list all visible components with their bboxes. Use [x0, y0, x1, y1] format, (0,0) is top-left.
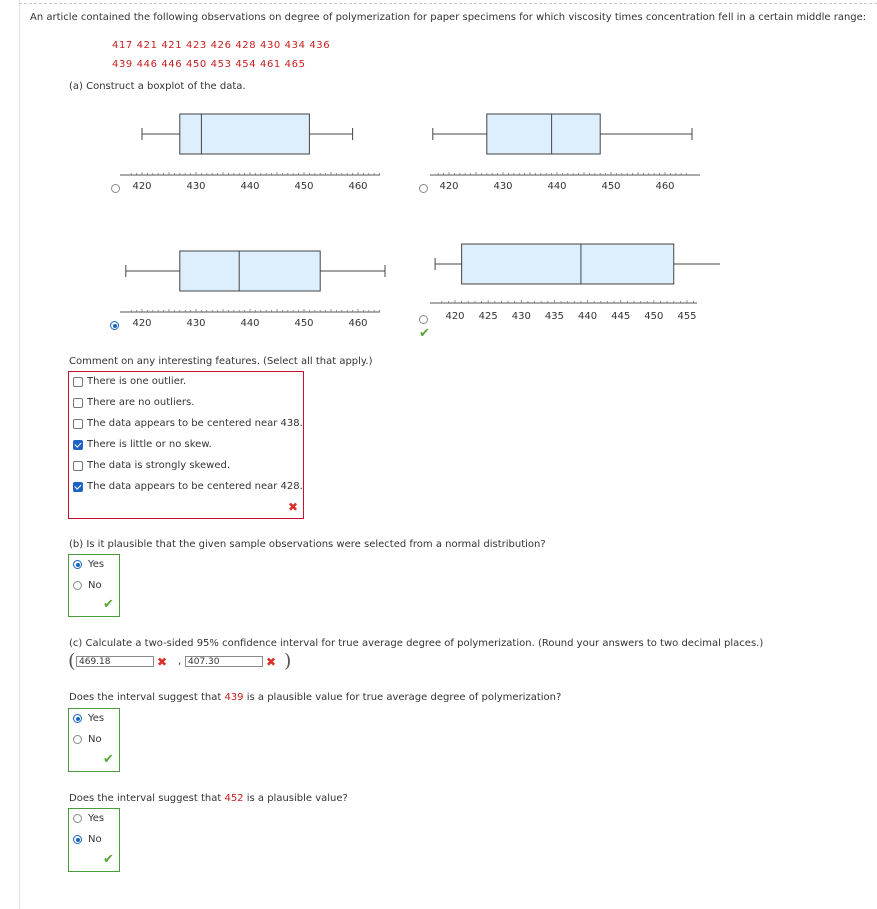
value-439: 439 [224, 692, 244, 703]
boxplot-axis [120, 172, 380, 192]
tick-label: 430 [493, 181, 513, 192]
tick-label: 440 [240, 318, 260, 329]
feature-label: There is little or no skew. [87, 439, 212, 450]
iqr-box [180, 251, 320, 291]
boxplot-option-1 [100, 105, 410, 200]
incorrect-x-icon: ✖ [157, 655, 168, 669]
correct-check-icon: ✔ [419, 326, 430, 341]
q452-no-radio[interactable] [73, 835, 82, 844]
tick-label: 455 [677, 311, 697, 322]
feature-checkbox-centered-428[interactable] [73, 482, 83, 492]
tick-label: 420 [132, 181, 152, 192]
incorrect-x-icon: ✖ [288, 500, 299, 514]
tick-label: 440 [240, 181, 260, 192]
tick-label: 420 [132, 318, 152, 329]
boxplot-shape [433, 114, 692, 154]
boxplot-option-2 [410, 105, 720, 200]
iqr-box [462, 244, 674, 284]
tick-label: 450 [601, 181, 621, 192]
q439-no-label: No [88, 734, 102, 745]
q439-yes-radio[interactable] [73, 714, 82, 723]
boxplot-shape [435, 244, 720, 284]
intro-text: An article contained the following observations on degree of polymerization for paper specimens for which viscosity times concentration fell in a certain middle range: [30, 12, 867, 23]
feature-label: There are no outliers. [87, 397, 195, 408]
iqr-box [487, 114, 600, 154]
correct-check-icon: ✔ [103, 752, 114, 767]
ci-upper-input[interactable]: 407.30 [185, 656, 263, 667]
feature-label: The data is strongly skewed. [87, 460, 231, 471]
feature-label: The data appears to be centered near 438. [87, 418, 303, 429]
feature-checkbox-no-outliers[interactable] [73, 398, 83, 408]
tick-label: 460 [348, 181, 368, 192]
boxplot-shape [126, 251, 385, 291]
tick-label: 420 [445, 311, 465, 322]
top-divider [19, 3, 877, 4]
q439-yes-label: Yes [88, 713, 105, 724]
boxplot-axis [430, 172, 700, 192]
feature-label: There is one outlier. [87, 376, 187, 387]
question-439: Does the interval suggest that 439 is a plausible value for true average degree of polymerization? [69, 692, 562, 703]
feature-checkbox-little-skew[interactable] [73, 440, 83, 450]
correct-check-icon: ✔ [103, 597, 114, 612]
tick-label: 420 [439, 181, 459, 192]
boxplot-axis [430, 300, 697, 322]
tick-label: 435 [544, 311, 564, 322]
part-c-prompt: (c) Calculate a two-sided 95% confidence interval for true average degree of polymerization. (Round your answers to two decimal places.) [69, 638, 764, 649]
comment-prompt: Comment on any interesting features. (Select all that apply.) [69, 356, 373, 367]
feature-checkbox-strongly-skewed[interactable] [73, 461, 83, 471]
ci-separator: , [178, 656, 182, 667]
q439-no-radio[interactable] [73, 735, 82, 744]
q452-yes-radio[interactable] [73, 814, 82, 823]
incorrect-x-icon: ✖ [266, 655, 277, 669]
part-b-yes-label: Yes [88, 559, 105, 570]
tick-label: 430 [186, 181, 206, 192]
feature-label: The data appears to be centered near 428. [87, 481, 303, 492]
part-a-prompt: (a) Construct a boxplot of the data. [69, 81, 246, 92]
iqr-box [180, 114, 310, 154]
boxplot-axis [120, 309, 380, 329]
tick-label: 440 [578, 311, 598, 322]
tick-label: 430 [186, 318, 206, 329]
tick-label: 450 [644, 311, 664, 322]
close-paren: ) [284, 650, 292, 672]
observations-row-1: 417 421 421 423 426 428 430 434 436 [112, 40, 331, 51]
tick-label: 460 [655, 181, 675, 192]
q452-no-label: No [88, 834, 102, 845]
feature-checkbox-centered-438[interactable] [73, 419, 83, 429]
q452-yes-label: Yes [88, 813, 105, 824]
tick-label: 425 [478, 311, 498, 322]
part-b-no-label: No [88, 580, 102, 591]
feature-checkbox-one-outlier[interactable] [73, 377, 83, 387]
tick-label: 445 [611, 311, 631, 322]
question-452: Does the interval suggest that 452 is a plausible value? [69, 793, 348, 804]
part-b-yes-radio[interactable] [73, 560, 82, 569]
boxplot-shape [142, 114, 353, 154]
value-452: 452 [224, 793, 244, 804]
tick-label: 460 [348, 318, 368, 329]
part-b-prompt: (b) Is it plausible that the given sample observations were selected from a normal distribution? [69, 539, 546, 550]
boxplot-option-3 [100, 242, 410, 337]
boxplot-option-4 [410, 235, 720, 330]
tick-label: 450 [294, 318, 314, 329]
tick-label: 440 [547, 181, 567, 192]
open-paren: ( [68, 650, 76, 672]
part-b-no-radio[interactable] [73, 581, 82, 590]
observations-row-2: 439 446 446 450 453 454 461 465 [112, 59, 306, 70]
correct-check-icon: ✔ [103, 852, 114, 867]
tick-label: 430 [511, 311, 531, 322]
tick-label: 450 [294, 181, 314, 192]
ci-lower-input[interactable]: 469.18 [76, 656, 154, 667]
